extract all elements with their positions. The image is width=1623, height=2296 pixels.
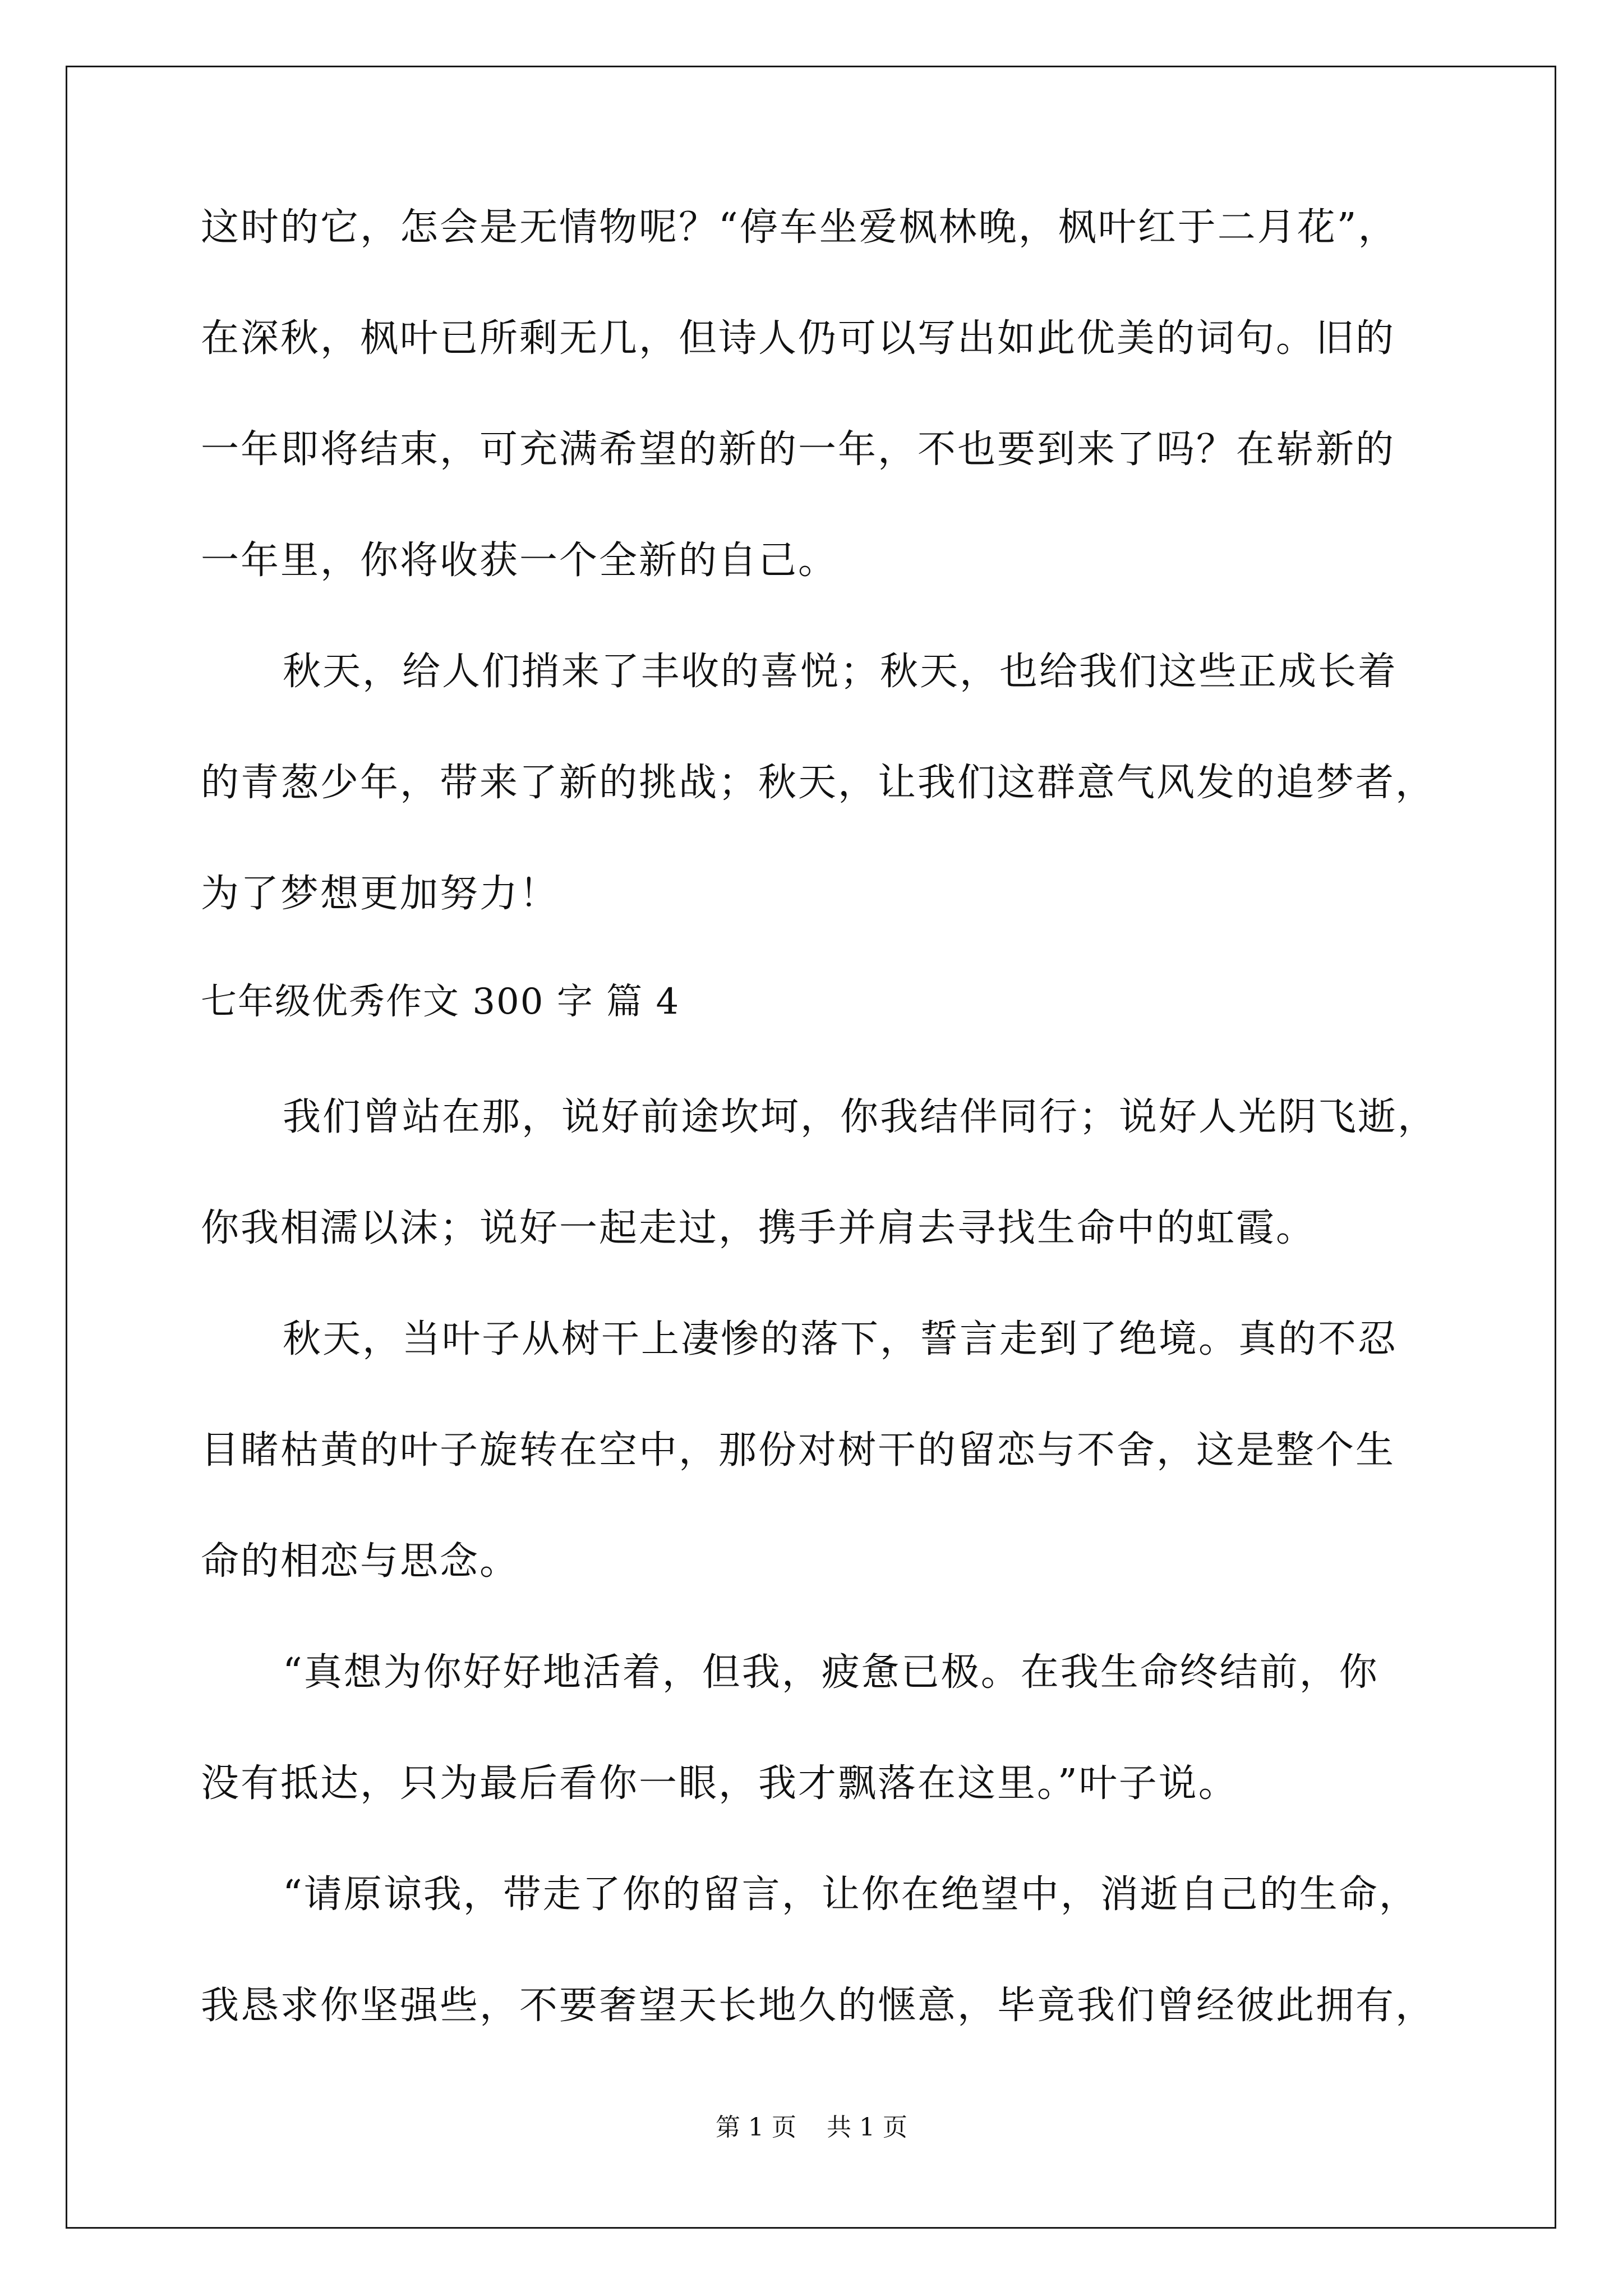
text-line: 命的相恋与思念。 [201, 1539, 520, 1584]
section-heading: 七年级优秀作文 300 字 篇 4 [201, 981, 680, 1023]
page-total: 共 1 页 [827, 2113, 907, 2142]
text-line: 一年里，你将收获一个全新的自己。 [201, 539, 838, 583]
text-line: 秋天，给人们捎来了丰收的喜悦；秋天，也给我们这些正成长着 [283, 650, 1398, 694]
text-line: 我恳求你坚强些，不要奢望天长地久的惬意，毕竟我们曾经彼此拥有， [201, 1984, 1436, 2028]
text-line: 目睹枯黄的叶子旋转在空中，那份对树干的留恋与不舍，这是整个生 [201, 1428, 1396, 1473]
page-footer [0, 2112, 1623, 2143]
text-line: 你我相濡以沫；说好一起走过，携手并肩去寻找生命中的虹霞。 [201, 1206, 1316, 1250]
text-line: “请原谅我，带走了你的留言，让你在绝望中，消逝自己的生命， [283, 1872, 1419, 1917]
text-line: 一年即将结束，可充满希望的新的一年，不也要到来了吗？在崭新的 [201, 427, 1396, 472]
text-line: 我们曾站在那，说好前途坎坷，你我结伴同行；说好人光阴飞逝， [283, 1095, 1438, 1139]
text-line: 这时的它，怎会是无情物呢？“停车坐爱枫林晚，枫叶红于二月花”， [201, 205, 1398, 250]
text-line: 秋天，当叶子从树干上凄惨的落下，誓言走到了绝境。真的不忍 [283, 1317, 1398, 1361]
text-line: 在深秋，枫叶已所剩无几，但诗人仍可以写出如此优美的词句。旧的 [201, 316, 1396, 361]
page-number: 第 1 页 [716, 2113, 796, 2142]
text-line: 的青葱少年，带来了新的挑战；秋天，让我们这群意气风发的追梦者， [201, 761, 1436, 805]
text-line: “真想为你好好地活着，但我，疲惫已极。在我生命终结前，你 [283, 1650, 1379, 1695]
text-line: 没有抵达，只为最后看你一眼，我才飘落在这里。”叶子说。 [201, 1761, 1238, 1806]
text-line: 为了梦想更加努力！ [201, 872, 560, 916]
